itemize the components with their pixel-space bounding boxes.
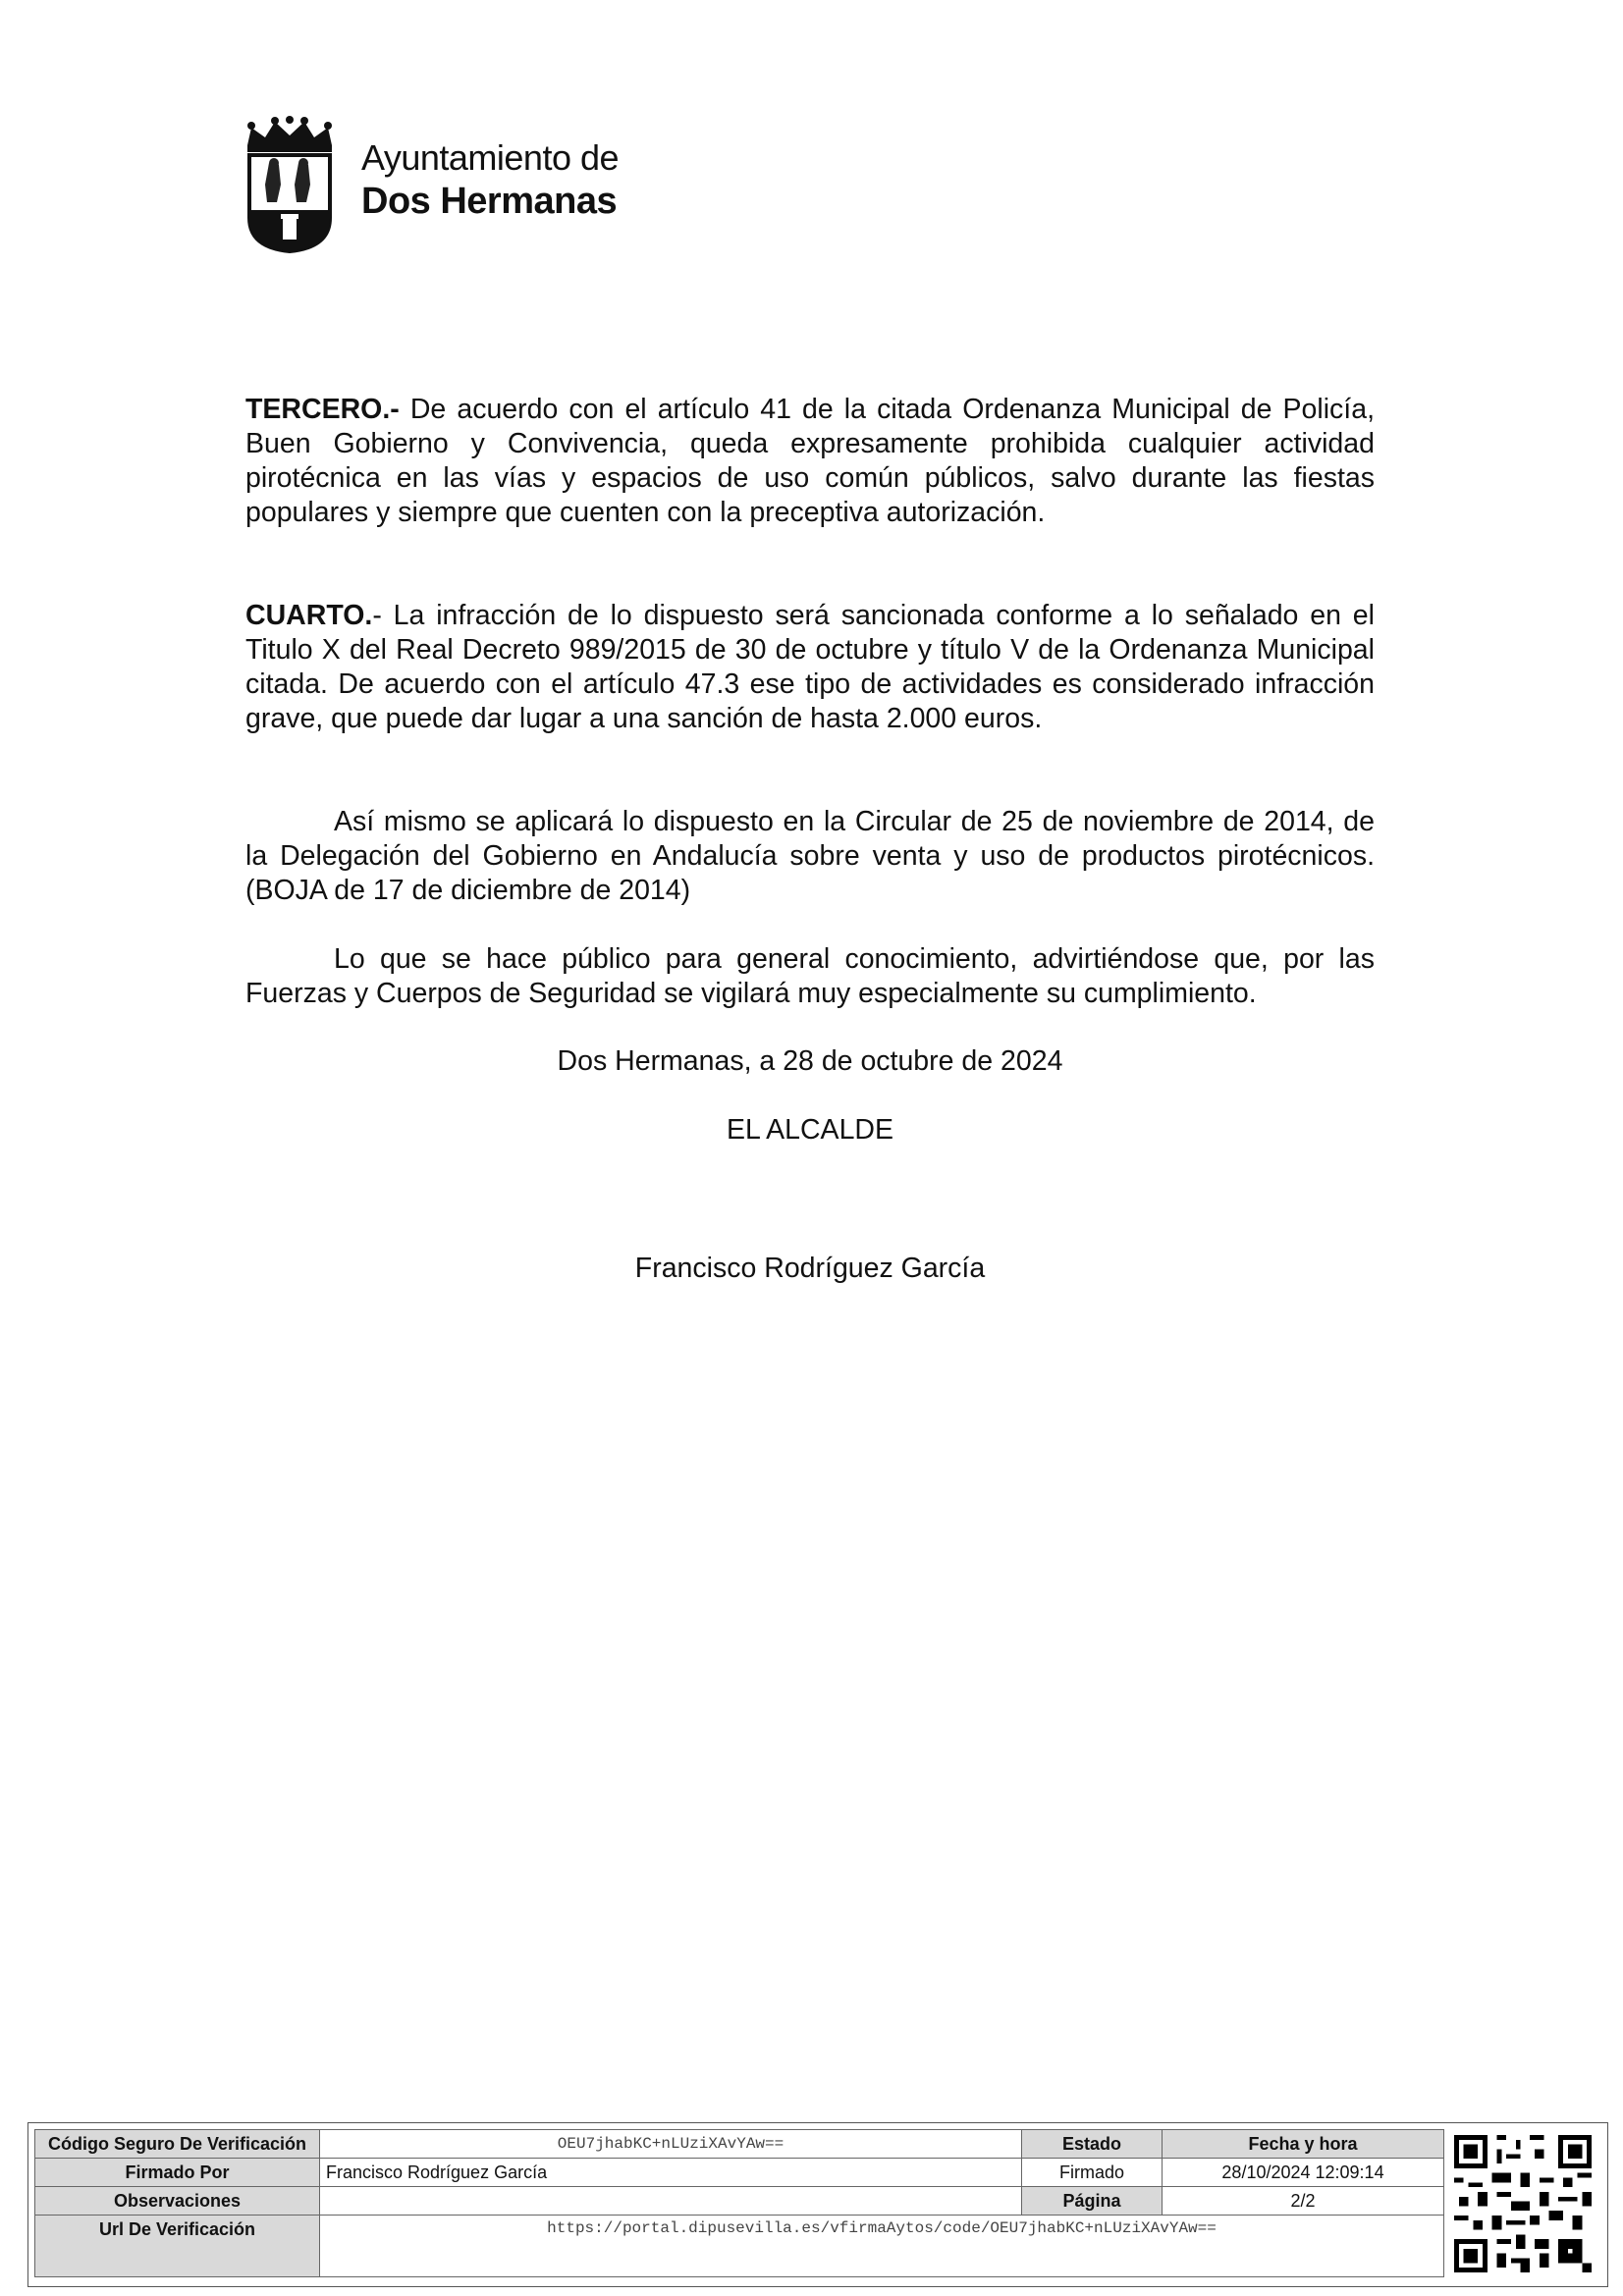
url-value[interactable]: https://portal.dipusevilla.es/vfirmaAytos/code/OEU7jhabKC+nLUziXAvYAw== bbox=[320, 2216, 1444, 2277]
verification-footer bbox=[27, 2122, 1608, 2287]
table-row bbox=[35, 2187, 1444, 2216]
letterhead bbox=[242, 116, 634, 253]
observaciones-value bbox=[320, 2187, 1022, 2216]
pagina-value: 2/2 bbox=[1163, 2187, 1444, 2216]
qr-code-icon bbox=[1454, 2135, 1592, 2272]
paragraph-lead: CUARTO. bbox=[245, 600, 373, 631]
paragraph-text: De acuerdo con el artículo 41 de la citada Ordenanza Municipal de Policía, Buen Gobierno y Convivencia, queda expresamente prohibida cualquier actividad pirotécnica en las vías y espacios de uso común públicos, salvo durante las fiestas populares y siempre que cuenten con la preceptiva autorización. bbox=[245, 394, 1375, 528]
firmado-por-value: Francisco Rodríguez García bbox=[320, 2159, 1022, 2187]
paragraph-tercero bbox=[245, 393, 1375, 530]
signer-name: Francisco Rodríguez García bbox=[634, 1253, 986, 1284]
fecha-label: Fecha y hora bbox=[1163, 2130, 1444, 2159]
csv-label: Código Seguro De Verificación bbox=[35, 2130, 320, 2159]
paragraph-text: - La infracción de lo dispuesto será sancionada conforme a lo señalado en el Titulo X del Real Decreto 989/2015 de 30 de octubre y título V de la Ordenanza Municipal citada. De acuerdo con el artículo 47.3 ese tipo de actividades es considerado infracción grave, que puede dar lugar a una sanción de hasta 2.000 euros. bbox=[245, 600, 1375, 734]
csv-value: OEU7jhabKC+nLUziXAvYAw== bbox=[320, 2130, 1022, 2159]
org-name-line1: Ayuntamiento de bbox=[361, 137, 620, 178]
signer-role: EL ALCALDE bbox=[726, 1114, 894, 1146]
fecha-value: 28/10/2024 12:09:14 bbox=[1163, 2159, 1444, 2187]
observaciones-label: Observaciones bbox=[35, 2187, 320, 2216]
firmado-por-label: Firmado Por bbox=[35, 2159, 320, 2187]
estado-value: Firmado bbox=[1022, 2159, 1163, 2187]
url-label: Url De Verificación bbox=[35, 2216, 320, 2277]
org-name-line2: Dos Hermanas bbox=[361, 181, 618, 222]
table-row bbox=[35, 2130, 1444, 2159]
estado-label: Estado bbox=[1022, 2130, 1163, 2159]
table-row bbox=[35, 2216, 1444, 2277]
place-date: Dos Hermanas, a 28 de octubre de 2024 bbox=[557, 1045, 1063, 1077]
paragraph-lead: TERCERO.- bbox=[245, 394, 400, 425]
pagina-label: Página bbox=[1022, 2187, 1163, 2216]
paragraph-public-notice: Lo que se hace público para general conocimiento, advirtiéndose que, por las Fuerzas y Cuerpos de Seguridad se vigilará muy especialmente su cumplimiento. bbox=[245, 943, 1375, 1009]
verification-table bbox=[34, 2129, 1444, 2277]
paragraph-circular: Así mismo se aplicará lo dispuesto en la Circular de 25 de noviembre de 2014, de la Delegación del Gobierno en Andalucía sobre venta y uso de productos pirotécnicos. (BOJA de 17 de diciembre de 2014) bbox=[245, 806, 1375, 906]
table-row bbox=[35, 2159, 1444, 2187]
paragraph-cuarto bbox=[245, 599, 1375, 736]
coat-of-arms-icon bbox=[242, 116, 338, 253]
